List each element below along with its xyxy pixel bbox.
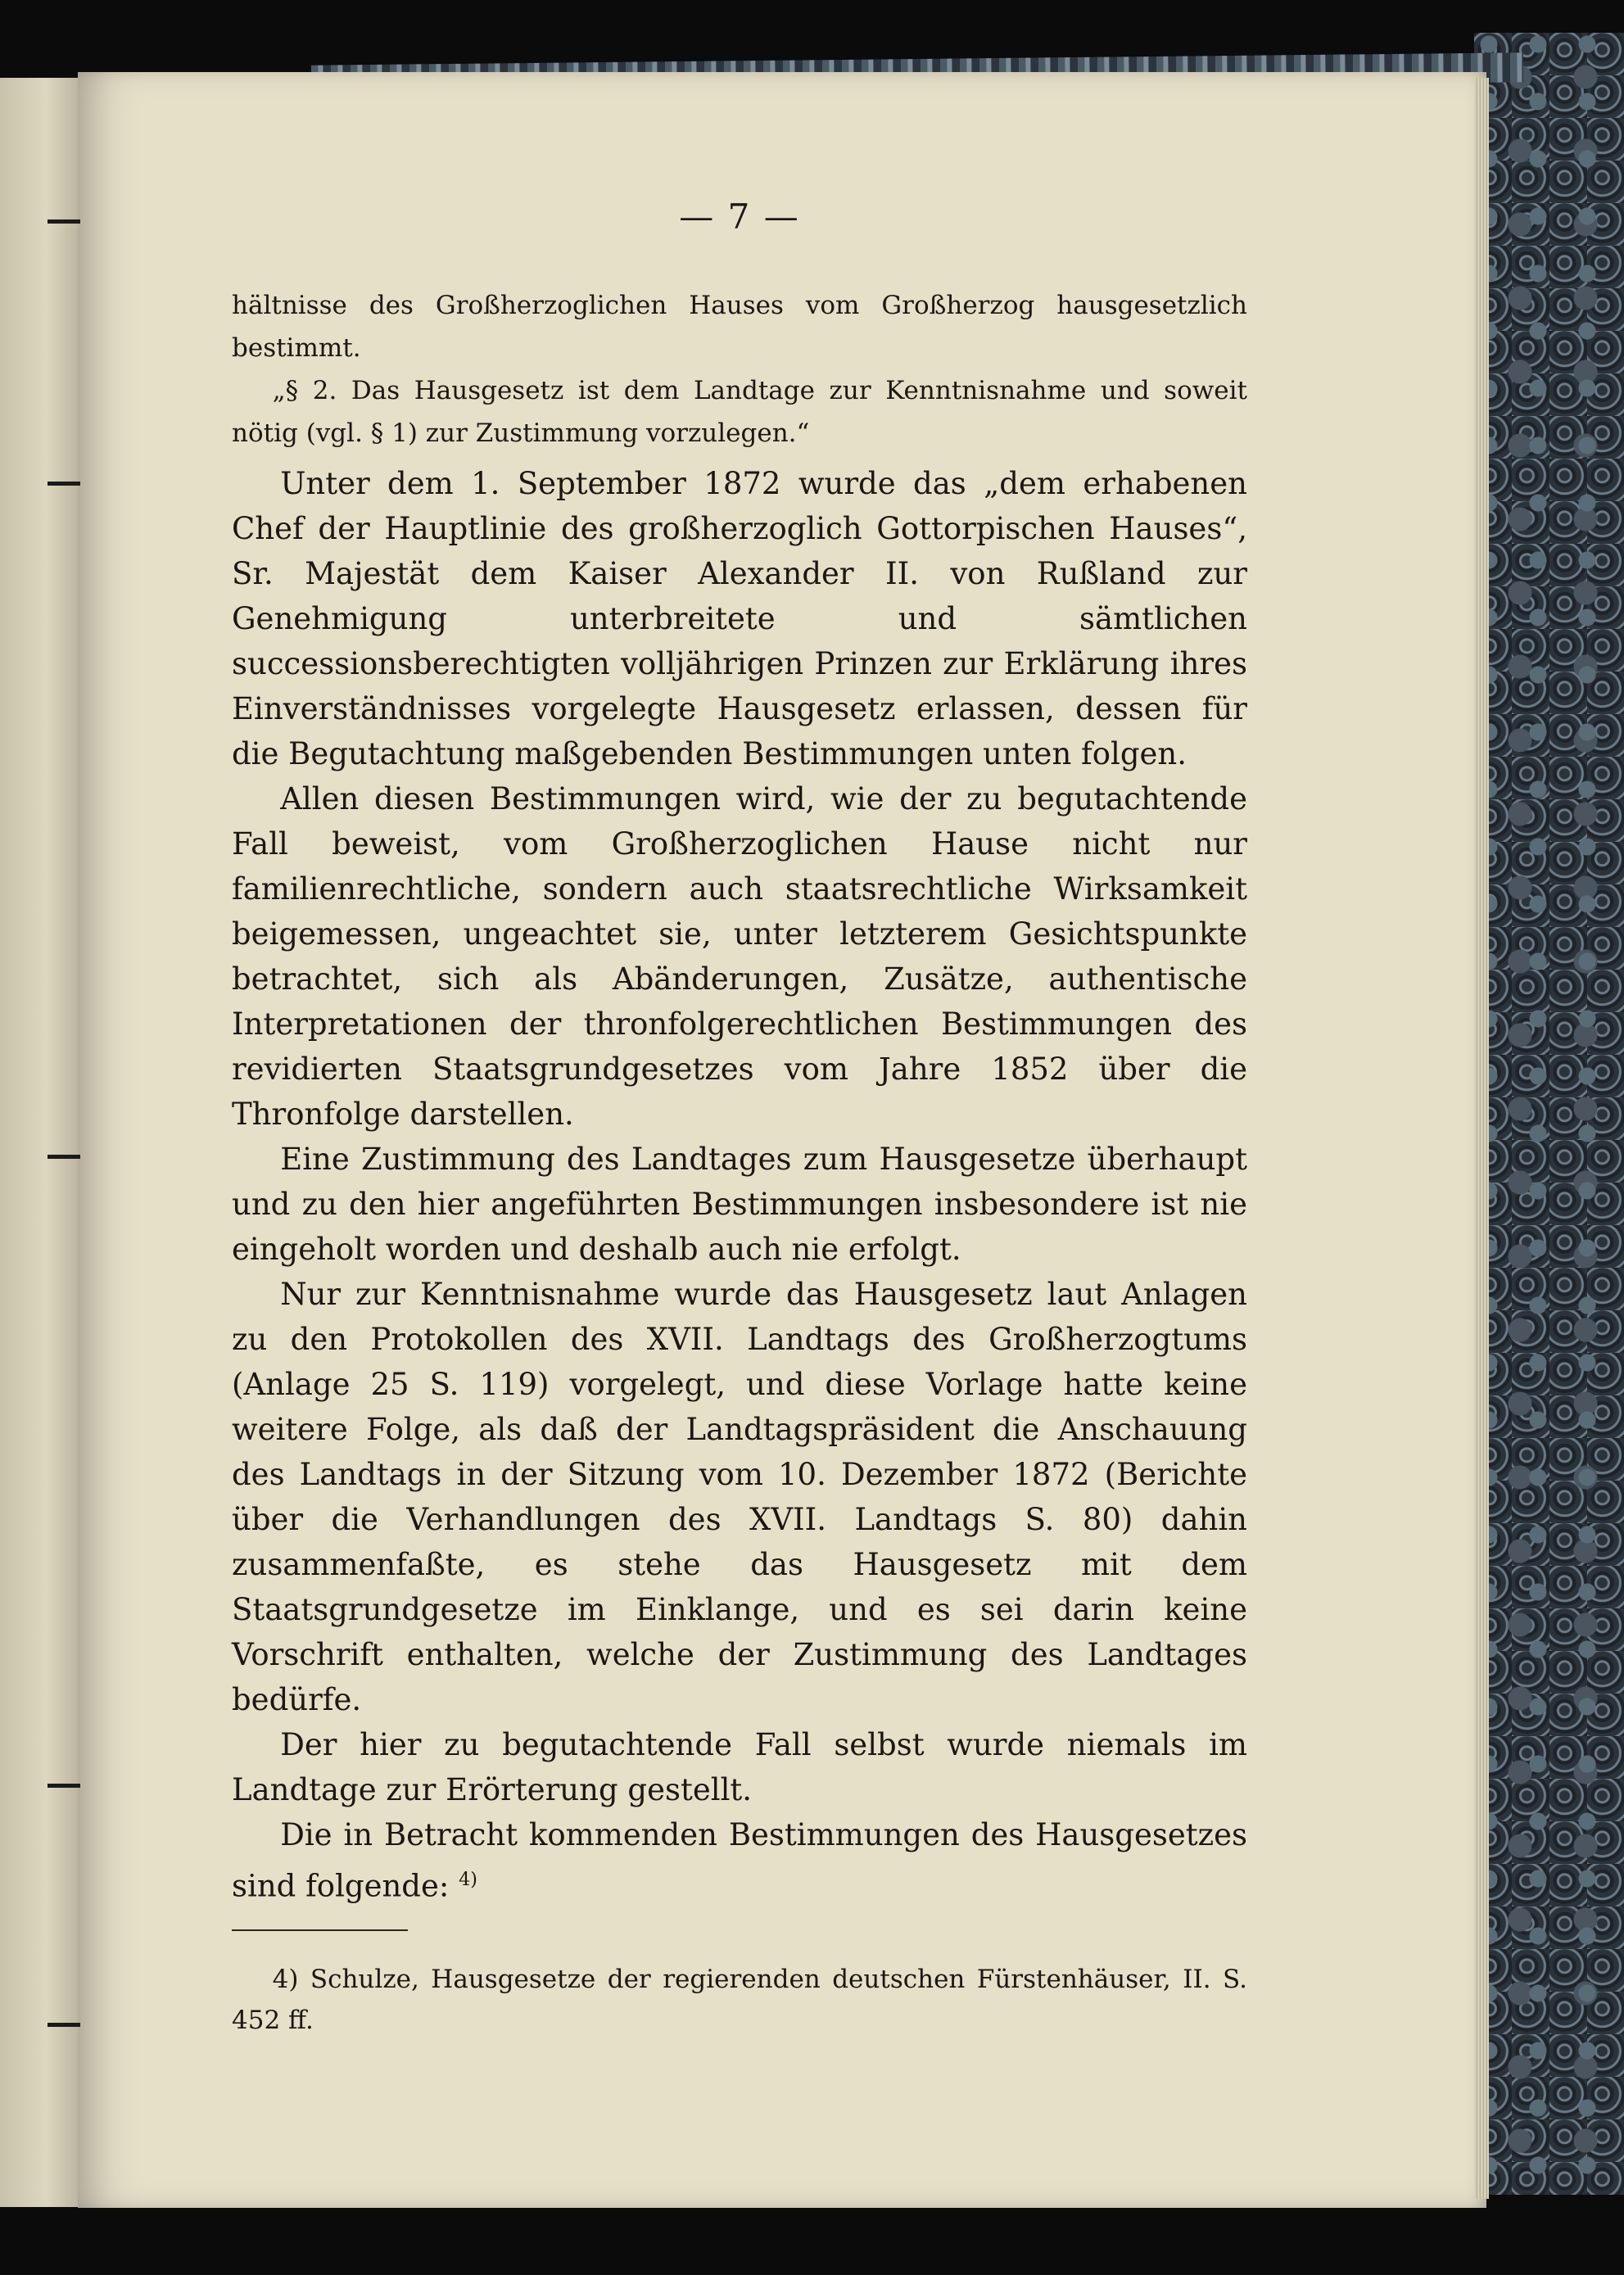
quoted-statute [232, 284, 1247, 455]
binding-stitch [47, 1784, 80, 1788]
binding-stitch [47, 219, 80, 224]
paragraph-1: Unter dem 1. September 1872 wurde das „dem erhabenen Chef der Hauptlinie des großherzoglich Gottorpischen Hauses“, Sr. Majestät dem Kaiser Alexander II. von Rußland zur Genehmigung unterbreitete und sämtlichen successionsberechtigten volljährigen Prinzen zur Erklärung ihres Einverständnisses vorgelegte Hausgesetz erlassen, dessen für die Begutachtung maßgebenden Bestimmungen unten folgen. [232, 466, 1247, 771]
page-stack-edge [1474, 78, 1489, 2199]
binding-stitch [47, 1155, 80, 1159]
paragraph-6-text: Die in Betracht kommenden Bestimmungen des Hausgesetzes sind folgende: [232, 1817, 1247, 1904]
left-page-edge [0, 78, 78, 2207]
marbled-cover-board [1474, 33, 1624, 2195]
binding-stitch [47, 482, 80, 486]
paragraph-3: Eine Zustimmung des Landtages zum Hausgesetze überhaupt und zu den hier angeführten Bestimmungen insbesondere ist nie eingeholt worden und deshalb auch nie erfolgt. [232, 1142, 1247, 1267]
body-text [232, 461, 1247, 1908]
page-number: — 7 — [679, 197, 800, 237]
footnote [232, 1959, 1247, 2041]
footnote-divider [232, 1929, 408, 1931]
binding-stitch [47, 2023, 80, 2027]
paragraph-5: Der hier zu begutachtende Fall selbst wurde niemals im Landtage zur Erörterung gestellt. [232, 1727, 1247, 1807]
page-text [232, 197, 1247, 2041]
paragraph-6 [232, 1812, 1247, 1908]
quote-line-2: „§ 2. Das Hausgesetz ist dem Landtage zur Kenntnisnahme und soweit nötig (vgl. § 1) zur Zustimmung vorzulegen.“ [232, 376, 1247, 448]
footnote-reference: 4) [459, 1869, 477, 1890]
paragraph-4: Nur zur Kenntnisnahme wurde das Hausgesetz laut Anlagen zu den Protokollen des XVII. Landtags des Großherzogtums (Anlage 25 S. 119) vorgelegt, und diese Vorlage hatte keine weitere Folge, als daß der Landtagspräsident die Anschauung des Landtags in der Sitzung vom 10. Dezember 1872 (Berichte über die Verhandlungen des XVII. Landtags S. 80) dahin zusammenfaßte, es stehe das Hausgesetz mit dem Staatsgrundgesetze im Einklange, und es sei darin keine Vorschrift enthalten, welche der Zustimmung des Landtages bedürfe. [232, 1277, 1247, 1717]
paragraph-2: Allen diesen Bestimmungen wird, wie der zu begutachtende Fall beweist, vom Großherzoglichen Hause nicht nur familienrechtliche, sondern auch staatsrechtliche Wirksamkeit beigemessen, ungeachtet sie, unter letzterem Gesichtspunkte betrachtet, sich als Abänderungen, Zusätze, authentische Interpretationen der thronfolgerechtlichen Bestimmungen des revidierten Staatsgrundgesetzes vom Jahre 1852 über die Thronfolge darstellen. [232, 781, 1247, 1132]
quote-line-1: hältnisse des Großherzoglichen Hauses vom Großherzog hausgesetzlich bestimmt. [232, 291, 1247, 363]
footnote-text: 4) Schulze, Hausgesetze der regierenden deutschen Fürstenhäuser, II. S. 452 ff. [232, 1965, 1247, 2036]
